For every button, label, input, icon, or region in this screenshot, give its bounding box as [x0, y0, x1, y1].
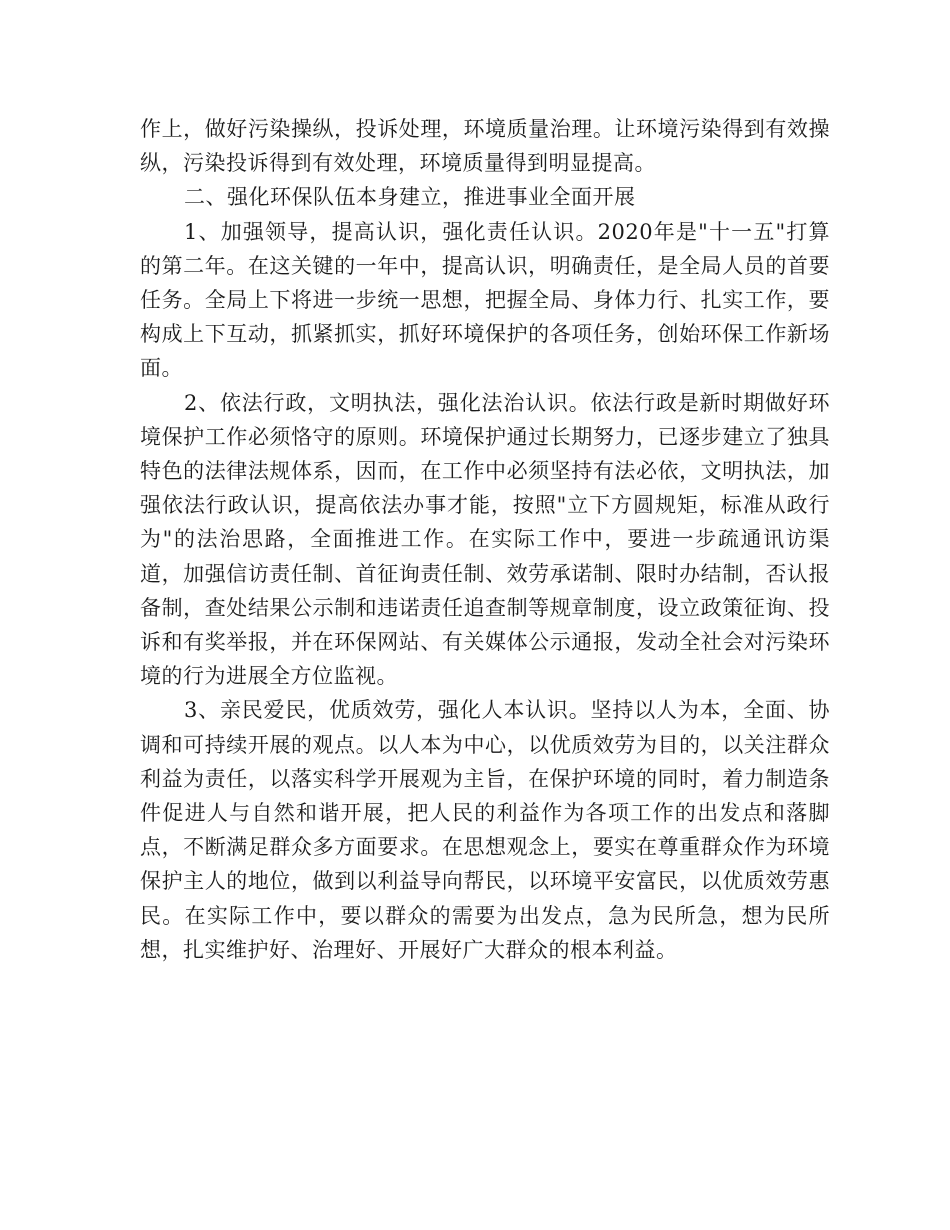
document-body	[140, 112, 830, 967]
paragraph-item-3: 3、亲民爱民，优质效劳，强化人本认识。坚持以人为本，全面、协调和可持续开展的观点。以人本为中心，以优质效劳为目的，以关注群众利益为责任，以落实科学开展观为主旨，在保护环境的同时，着力制造条件促进人与自然和谐开展，把人民的利益作为各项工作的出发点和落脚点，不断满足群众多方面要求。在思想观念上，要实在尊重群众作为环境保护主人的地位，做到以利益导向帮民，以环境平安富民，以优质效劳惠民。在实际工作中，要以群众的需要为出发点，急为民所急，想为民所想，扎实维护好、治理好、开展好广大群众的根本利益。	[140, 698, 830, 962]
paragraph-item-1: 1、加强领导，提高认识，强化责任认识。2020年是"十一五"打算的第二年。在这关键的一年中，提高认识，明确责任，是全局人员的首要任务。全局上下将进一步统一思想，把握全局、身体力行、扎实工作，要构成上下互动，抓紧抓实，抓好环境保护的各项任务，创始环保工作新场面。	[140, 219, 830, 381]
paragraph-item-2: 2、依法行政，文明执法，强化法治认识。依法行政是新时期做好环境保护工作必须恪守的原则。环境保护通过长期努力，已逐步建立了独具特色的法律法规体系，因而，在工作中必须坚持有法必依，文明执法，加强依法行政认识，提高依法办事才能，按照"立下方圆规矩，标准从政行为"的法治思路，全面推进工作。在实际工作中，要进一步疏通讯访渠道，加强信访责任制、首征询责任制、效劳承诺制、限时办结制，否认报备制，查处结果公示制和违诺责任追查制等规章制度，设立政策征询、投诉和有奖举报，并在环保网站、有关媒体公示通报，发动全社会对污染环境的行为进展全方位监视。	[140, 390, 830, 689]
paragraph-continuation: 作上，做好污染操纵，投诉处理，环境质量治理。让环境污染得到有效操纵，污染投诉得到有效处理，环境质量得到明显提高。	[140, 117, 830, 176]
section-heading: 二、强化环保队伍本身建立，推进事业全面开展	[184, 185, 636, 210]
